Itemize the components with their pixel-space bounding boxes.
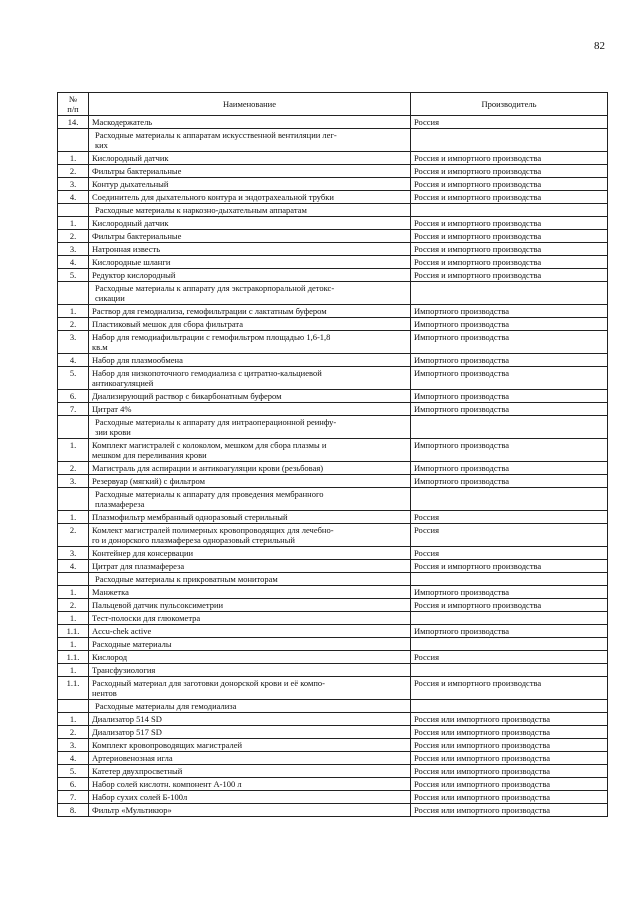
row-number: 1. <box>58 439 89 462</box>
row-name: Диализирующий раствор с бикарбонатным буфером <box>89 390 411 403</box>
row-producer <box>411 612 608 625</box>
row-producer: Россия или импортного производства <box>411 804 608 817</box>
row-producer: Россия или импортного производства <box>411 713 608 726</box>
table-row <box>58 664 608 677</box>
row-producer: Импортного производства <box>411 586 608 599</box>
row-number: 6. <box>58 778 89 791</box>
row-name: Контейнер для консервации <box>89 547 411 560</box>
row-name: Кислородный датчик <box>89 152 411 165</box>
table-row <box>58 390 608 403</box>
row-number: 1. <box>58 217 89 230</box>
row-name: Плазмофильтр мембранный одноразовый стерильный <box>89 511 411 524</box>
row-number: 4. <box>58 191 89 204</box>
row-name: Пластиковый мешок для сбора фильтрата <box>89 318 411 331</box>
table-row <box>58 178 608 191</box>
row-producer: Россия или импортного производства <box>411 752 608 765</box>
row-name: Диализатор 514 SD <box>89 713 411 726</box>
row-number: 1.1. <box>58 677 89 700</box>
row-number: 8. <box>58 804 89 817</box>
row-name: Набор для плазмообмена <box>89 354 411 367</box>
table-row <box>58 318 608 331</box>
table-row <box>58 651 608 664</box>
row-name: Набор сухих солей Б-100л <box>89 791 411 804</box>
row-number: 3. <box>58 547 89 560</box>
row-number: 1. <box>58 664 89 677</box>
row-producer: Россия и импортного производства <box>411 165 608 178</box>
section-row <box>58 282 608 305</box>
row-name: Манжетка <box>89 586 411 599</box>
row-producer: Россия или импортного производства <box>411 739 608 752</box>
row-number: 1. <box>58 713 89 726</box>
row-number: 5. <box>58 367 89 390</box>
row-name: Комлект магистралей полимерных кровопроводящих для лечебно- го и донорского плазмафереза одноразовый стерильный <box>89 524 411 547</box>
row-name: Расходные материалы для гемодиализа <box>89 700 411 713</box>
section-row <box>58 204 608 217</box>
row-name: Артериовенозная игла <box>89 752 411 765</box>
row-name: Набор для гемодиафильтрации с гемофильтром площадью 1,6-1,8 кв.м <box>89 331 411 354</box>
row-number <box>58 416 89 439</box>
row-name: Расходные материалы к наркозно-дыхательным аппаратам <box>89 204 411 217</box>
row-number: 1. <box>58 586 89 599</box>
row-number: 2. <box>58 462 89 475</box>
row-producer <box>411 700 608 713</box>
table-row <box>58 269 608 282</box>
row-number <box>58 282 89 305</box>
table-row <box>58 305 608 318</box>
table-row <box>58 586 608 599</box>
row-number <box>58 129 89 152</box>
row-producer <box>411 204 608 217</box>
row-number: 1.1. <box>58 651 89 664</box>
row-producer: Импортного производства <box>411 475 608 488</box>
row-producer: Россия и импортного производства <box>411 269 608 282</box>
row-producer: Россия и импортного производства <box>411 152 608 165</box>
row-producer: Россия и импортного производства <box>411 256 608 269</box>
row-producer: Россия и импортного производства <box>411 677 608 700</box>
row-name: Пальцевой датчик пульсоксиметрии <box>89 599 411 612</box>
table-row <box>58 403 608 416</box>
row-number: 2. <box>58 165 89 178</box>
row-number: 2. <box>58 726 89 739</box>
row-number <box>58 573 89 586</box>
table-row <box>58 677 608 700</box>
header-num: № п/п <box>58 93 89 116</box>
table-row <box>58 152 608 165</box>
row-number <box>58 700 89 713</box>
row-name: Комплект кровопроводящих магистралей <box>89 739 411 752</box>
row-number: 2. <box>58 230 89 243</box>
row-producer: Россия и импортного производства <box>411 243 608 256</box>
row-producer: Импортного производства <box>411 305 608 318</box>
row-number: 4. <box>58 354 89 367</box>
table-row <box>58 599 608 612</box>
row-number: 14. <box>58 116 89 129</box>
header-name: Наименование <box>89 93 411 116</box>
table-body <box>58 116 608 817</box>
row-producer <box>411 573 608 586</box>
row-name: Тест-полоски для глюкометра <box>89 612 411 625</box>
row-name: Магистраль для аспирации и антикоагуляции крови (резьбовая) <box>89 462 411 475</box>
row-number: 4. <box>58 752 89 765</box>
row-producer: Россия или импортного производства <box>411 765 608 778</box>
table-row <box>58 439 608 462</box>
row-producer: Россия <box>411 524 608 547</box>
table-header-row <box>58 93 608 116</box>
row-name: Контур дыхательный <box>89 178 411 191</box>
row-producer: Импортного производства <box>411 462 608 475</box>
header-producer: Производитель <box>411 93 608 116</box>
table-row <box>58 475 608 488</box>
table-row <box>58 165 608 178</box>
section-row <box>58 416 608 439</box>
row-producer: Импортного производства <box>411 403 608 416</box>
row-number: 7. <box>58 403 89 416</box>
row-producer <box>411 282 608 305</box>
row-name: Катетер двухпросветный <box>89 765 411 778</box>
table-row <box>58 713 608 726</box>
row-name: Фильтры бактериальные <box>89 230 411 243</box>
table-row <box>58 524 608 547</box>
table-row <box>58 217 608 230</box>
table-row <box>58 752 608 765</box>
row-name: Набор для низкопоточного гемодиализа с цитратно-кальциевой антикоагуляцией <box>89 367 411 390</box>
row-number: 1. <box>58 638 89 651</box>
row-producer: Импортного производства <box>411 439 608 462</box>
table-row <box>58 354 608 367</box>
row-name: Раствор для гемодиализа, гемофильтрации с лактатным буфером <box>89 305 411 318</box>
section-row <box>58 488 608 511</box>
row-name: Набор солей кислотн. компонент А-100 л <box>89 778 411 791</box>
row-producer: Импортного производства <box>411 318 608 331</box>
row-producer: Россия и импортного производства <box>411 599 608 612</box>
row-name: Accu-chek active <box>89 625 411 638</box>
row-number: 3. <box>58 243 89 256</box>
section-row <box>58 129 608 152</box>
row-producer <box>411 638 608 651</box>
row-name: Трансфузиология <box>89 664 411 677</box>
row-number: 2. <box>58 524 89 547</box>
row-producer <box>411 488 608 511</box>
table-row <box>58 462 608 475</box>
table-row <box>58 560 608 573</box>
table-row <box>58 547 608 560</box>
table-row <box>58 791 608 804</box>
row-name: Фильтр «Мультикюр» <box>89 804 411 817</box>
row-number: 2. <box>58 599 89 612</box>
row-name: Маскодержатель <box>89 116 411 129</box>
row-number: 6. <box>58 390 89 403</box>
row-producer: Россия или импортного производства <box>411 726 608 739</box>
row-number: 1. <box>58 511 89 524</box>
row-producer <box>411 664 608 677</box>
row-name: Цитрат 4% <box>89 403 411 416</box>
row-name: Кислородные шланги <box>89 256 411 269</box>
row-number: 1.1. <box>58 625 89 638</box>
row-number: 2. <box>58 318 89 331</box>
section-row <box>58 700 608 713</box>
row-producer: Россия <box>411 651 608 664</box>
section-row <box>58 573 608 586</box>
row-name: Кислород <box>89 651 411 664</box>
row-name: Фильтры бактериальные <box>89 165 411 178</box>
row-number: 3. <box>58 178 89 191</box>
row-number: 1. <box>58 612 89 625</box>
row-name: Расходные материалы к аппарату для интраоперационной реинфу- зии крови <box>89 416 411 439</box>
row-producer: Россия и импортного производства <box>411 191 608 204</box>
table-row <box>58 625 608 638</box>
row-producer: Россия или импортного производства <box>411 778 608 791</box>
row-producer: Импортного производства <box>411 625 608 638</box>
row-name: Расходный материал для заготовки донорской крови и её компо- нентов <box>89 677 411 700</box>
table-row <box>58 638 608 651</box>
row-name: Резервуар (мягкий) с фильтром <box>89 475 411 488</box>
row-producer: Россия и импортного производства <box>411 560 608 573</box>
row-number: 7. <box>58 791 89 804</box>
row-number: 3. <box>58 475 89 488</box>
row-name: Диализатор 517 SD <box>89 726 411 739</box>
row-name: Цитрат для плазмафереза <box>89 560 411 573</box>
row-name: Соединитель для дыхательного контура и эндотрахеальной трубки <box>89 191 411 204</box>
row-number: 4. <box>58 256 89 269</box>
row-producer: Импортного производства <box>411 367 608 390</box>
row-producer: Россия <box>411 547 608 560</box>
table-row <box>58 778 608 791</box>
row-name: Натронная известь <box>89 243 411 256</box>
table-row <box>58 256 608 269</box>
row-number: 3. <box>58 739 89 752</box>
row-number: 1. <box>58 305 89 318</box>
table-row <box>58 612 608 625</box>
row-producer <box>411 416 608 439</box>
row-name: Расходные материалы к аппаратам искусственной вентиляции лег- ких <box>89 129 411 152</box>
table-row <box>58 367 608 390</box>
table-row <box>58 739 608 752</box>
table-row <box>58 331 608 354</box>
row-producer: Импортного производства <box>411 390 608 403</box>
row-number <box>58 204 89 217</box>
row-producer: Россия <box>411 511 608 524</box>
row-producer: Россия <box>411 116 608 129</box>
table-row <box>58 726 608 739</box>
table-row <box>58 191 608 204</box>
row-producer: Россия и импортного производства <box>411 217 608 230</box>
row-name: Расходные материалы к аппарату для проведения мембранного плазмафереза <box>89 488 411 511</box>
table-row <box>58 804 608 817</box>
row-name: Кислородный датчик <box>89 217 411 230</box>
table-row <box>58 511 608 524</box>
row-producer: Россия и импортного производства <box>411 230 608 243</box>
row-number <box>58 488 89 511</box>
row-producer: Импортного производства <box>411 354 608 367</box>
table-row <box>58 765 608 778</box>
row-name: Редуктор кислородный <box>89 269 411 282</box>
row-number: 5. <box>58 269 89 282</box>
row-producer: Импортного производства <box>411 331 608 354</box>
row-number: 5. <box>58 765 89 778</box>
table-row <box>58 230 608 243</box>
row-producer <box>411 129 608 152</box>
equipment-table <box>57 92 608 817</box>
row-producer: Россия или импортного производства <box>411 791 608 804</box>
row-name: Расходные материалы к прикроватным мониторам <box>89 573 411 586</box>
row-number: 1. <box>58 152 89 165</box>
row-number: 3. <box>58 331 89 354</box>
row-producer: Россия и импортного производства <box>411 178 608 191</box>
table-row <box>58 116 608 129</box>
row-name: Расходные материалы <box>89 638 411 651</box>
row-number: 4. <box>58 560 89 573</box>
row-name: Расходные материалы к аппарату для экстракорпоральной детокс- сикации <box>89 282 411 305</box>
page-number: 82 <box>594 40 605 52</box>
row-name: Комплект магистралей с колоколом, мешком для сбора плазмы и мешком для переливания крови <box>89 439 411 462</box>
table-row <box>58 243 608 256</box>
